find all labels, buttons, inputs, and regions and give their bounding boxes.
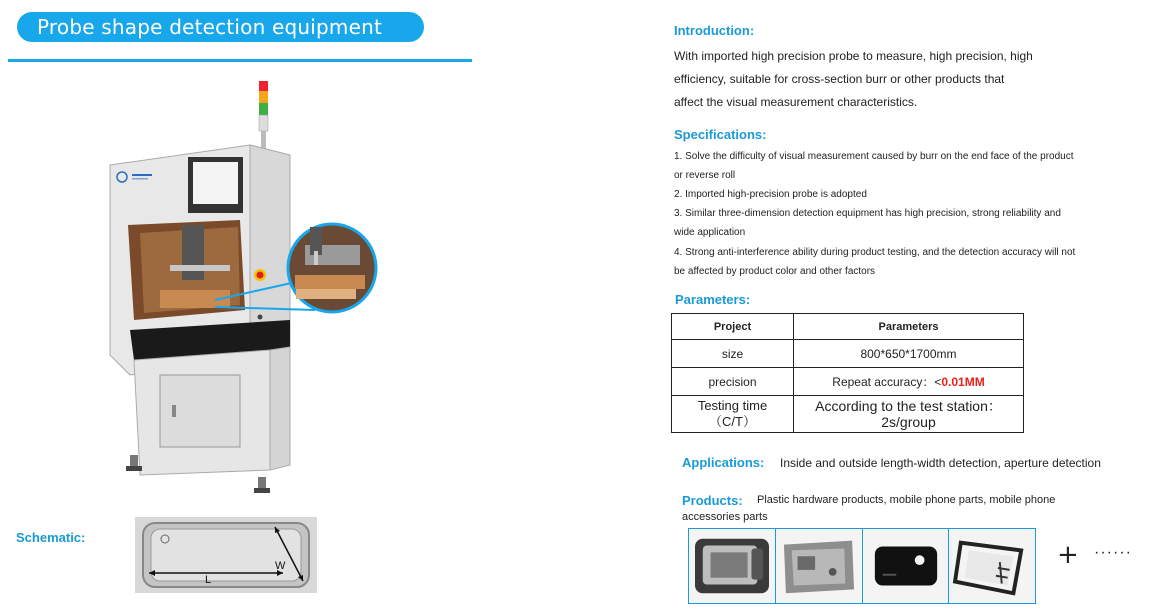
introduction-heading: Introduction: bbox=[674, 23, 755, 38]
value-highlight: 0.01MM bbox=[941, 375, 985, 389]
column-header-project: Project bbox=[672, 314, 794, 340]
specification-line: 1. Solve the difficulty of visual measurement caused by burr on the end face of the product bbox=[674, 151, 1074, 162]
title-underline bbox=[8, 59, 472, 62]
table-row bbox=[672, 368, 1024, 396]
cell-project-line: Testing time bbox=[697, 398, 768, 413]
applications-text: Inside and outside length-width detection, aperture detection bbox=[780, 456, 1101, 470]
table-row bbox=[672, 396, 1024, 433]
schematic-length-label: L bbox=[205, 574, 212, 586]
product-image-metal-part bbox=[775, 528, 863, 604]
parameters-heading: Parameters: bbox=[675, 292, 751, 307]
parameters-table bbox=[671, 313, 1024, 433]
cell-project: precision bbox=[672, 368, 794, 396]
cell-project bbox=[672, 396, 794, 433]
schematic-label: Schematic: bbox=[16, 530, 86, 545]
column-header-parameters: Parameters bbox=[794, 314, 1024, 340]
ellipsis-text: ······ bbox=[1094, 544, 1132, 561]
products-heading: Products: bbox=[682, 493, 743, 508]
cell-project: size bbox=[672, 340, 794, 368]
introduction-line: efficiency, suitable for cross-section burr or other products that bbox=[674, 72, 1005, 86]
cell-value-line: 2s/group bbox=[881, 414, 936, 430]
plus-icon: + bbox=[1057, 540, 1079, 570]
cell-value: 800*650*1700mm bbox=[794, 340, 1024, 368]
specification-line: or reverse roll bbox=[674, 170, 736, 181]
specification-line: 4. Strong anti-interference ability during product testing, and the detection accuracy will not bbox=[674, 247, 1076, 258]
product-image-phone-frame bbox=[688, 528, 776, 604]
specification-line: 2. Imported high-precision probe is adopted bbox=[674, 189, 867, 200]
specification-line: be affected by product color and other factors bbox=[674, 266, 876, 277]
page-title: Probe shape detection equipment bbox=[17, 12, 424, 42]
cell-project-line: （C/T） bbox=[709, 414, 756, 429]
products-text: Plastic hardware products, mobile phone parts, mobile phone bbox=[757, 494, 1056, 506]
specifications-heading: Specifications: bbox=[674, 127, 767, 142]
introduction-line: affect the visual measurement characteristics. bbox=[674, 95, 918, 109]
applications-heading: Applications: bbox=[682, 455, 765, 470]
table-row bbox=[672, 340, 1024, 368]
machine-image bbox=[100, 75, 390, 505]
specification-line: 3. Similar three-dimension detection equipment has high precision, strong reliability and bbox=[674, 208, 1061, 219]
cell-value bbox=[794, 368, 1024, 396]
cell-value bbox=[794, 396, 1024, 433]
products-text: accessories parts bbox=[682, 511, 768, 523]
specification-line: wide application bbox=[674, 227, 746, 238]
cell-value-line: According to the test station： bbox=[815, 398, 1002, 414]
product-image-screen-frame bbox=[948, 528, 1036, 604]
introduction-line: With imported high precision probe to measure, high precision, high bbox=[674, 49, 1033, 63]
schematic-width-label: W bbox=[275, 560, 286, 572]
product-image-phone-case bbox=[862, 528, 950, 604]
value-prefix: Repeat accuracy：< bbox=[832, 375, 942, 389]
schematic-image bbox=[135, 517, 317, 593]
